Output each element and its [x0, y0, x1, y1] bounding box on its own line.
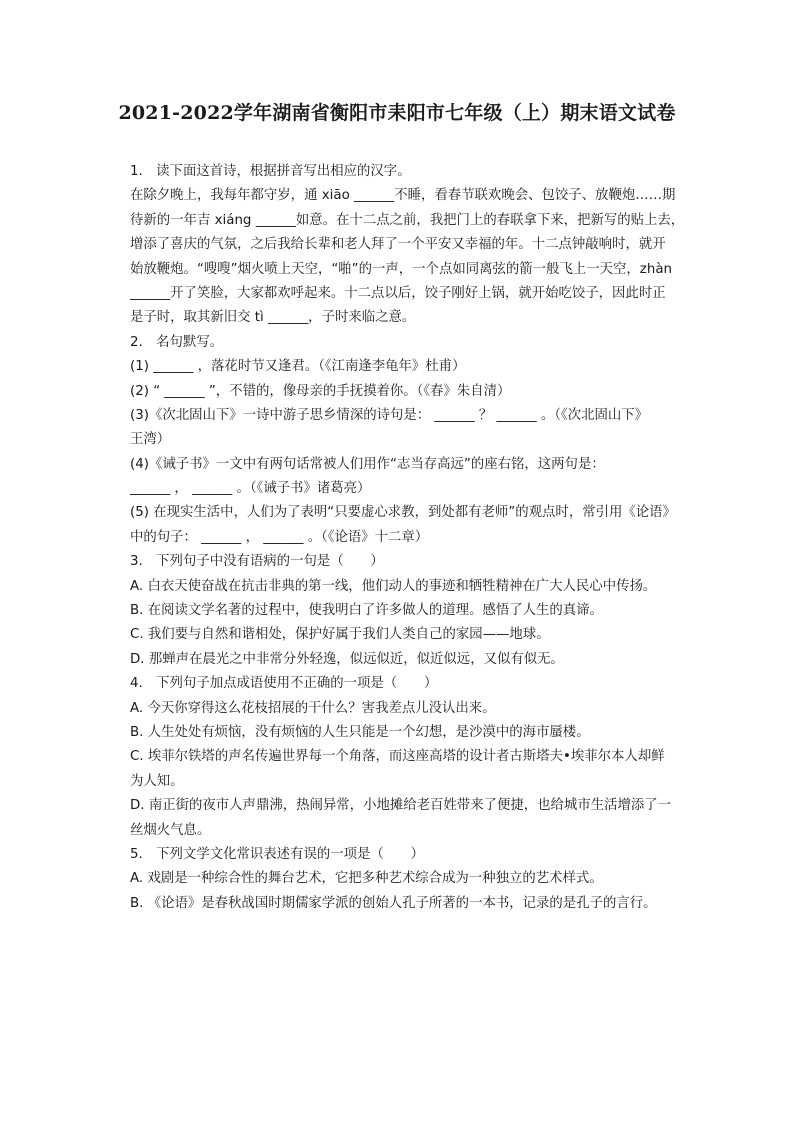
text-line: A. 戏剧是一种综合性的舞台艺术，它把多种艺术综合成为一种独立的艺术样式。 — [130, 871, 603, 887]
text-line: 4. 下列句子加点成语使用不正确的一项是（ ） — [130, 676, 438, 692]
text-line: (5) 在现实生活中，人们为了表明“只要虚心求教，到处都有老师”的观点时，常引用《论语》 — [130, 505, 676, 521]
text-line: C. 埃菲尔铁塔的声名传遍世界每一个角落，而这座高塔的设计者古斯塔夫•埃菲尔本人却鲜 — [130, 749, 665, 765]
text-line: ______ ， ______ 。（《诫子书》诸葛亮） — [130, 481, 371, 497]
text-line: A. 白衣天使奋战在抗击非典的第一线，他们动人的事迹和牺牲精神在广大人民心中传扬。 — [130, 578, 657, 594]
text-line: 待新的一年吉 xiáng ______如意。在十二点之前，我把门上的春联拿下来，把新写的贴上去， — [130, 212, 685, 228]
text-line: 3. 下列句子中没有语病的一句是（ ） — [130, 554, 384, 570]
text-line: 丝烟火气息。 — [130, 822, 211, 838]
text-line: (4)《诫子书》一文中有两句话常被人们用作“志当存高远”的座右铭，这两句是： — [130, 456, 605, 472]
text-line: ______开了笑脸，大家都欢呼起来。十二点以后，饺子刚好上锅，就开始吃饺子，因此时正 — [130, 285, 666, 301]
text-line: C. 我们要与自然和谐相处，保护好属于我们人类自己的家园——地球。 — [130, 627, 550, 643]
text-line: 5. 下列文学文化常识表述有误的一项是（ ） — [130, 846, 424, 862]
text-line: 增添了喜庆的气氛，之后我给长辈和老人拜了一个平安又幸福的年。十二点钟敲响时，就开 — [130, 237, 666, 253]
text-line: (3)《次北固山下》一诗中游子思乡情深的诗句是： ______ ？ ______ 。（《次北固山下》 — [130, 407, 649, 423]
text-line: 2. 名句默写。 — [130, 334, 224, 350]
text-line: (2) “ ______ ”，不错的，像母亲的手抚摸着你。（《春》朱自清） — [130, 383, 511, 399]
text-line: B. 人生处处有烦恼，没有烦恼的人生只能是一个幻想，是沙漠中的海市蜃楼。 — [130, 724, 590, 740]
text-line: 在除夕晚上，我每年都守岁，通 xiāo ______不睡，看春节联欢晚会、包饺子、放鞭炮……期 — [130, 188, 676, 204]
text-line: 始放鞭炮。“嗖嗖”烟火喷上天空，“啪”的一声，一个点如同离弦的箭一般飞上一天空，zhàn — [130, 261, 673, 277]
text-line: B. 在阅读文学名著的过程中，使我明白了许多做人的道理。感悟了人生的真谛。 — [130, 603, 603, 619]
text-line: 为人知。 — [130, 773, 184, 789]
text-line: 王湾） — [130, 432, 171, 448]
text-line: A. 今天你穿得这么花枝招展的干什么？害我差点儿没认出来。 — [130, 700, 496, 716]
exam-content — [130, 160, 695, 916]
text-line: D. 南正街的夜市人声鼎沸，热闹异常，小地摊给老百姓带来了便捷，也给城市生活增添了一 — [130, 798, 672, 814]
text-line: (1) ______ ，落花时节又逢君。（《江南逢李龟年》杜甫） — [130, 359, 466, 375]
page-title: 2021-2022学年湖南省衡阳市耒阳市七年级（上）期末语文试卷 — [118, 102, 676, 124]
text-line: 是子时，取其新旧交 tì ______，子时来临之意。 — [130, 310, 416, 326]
text-line: B. 《论语》是春秋战国时期儒家学派的创始人孔子所著的一本书，记录的是孔子的言行。 — [130, 895, 657, 911]
text-line: 中的句子： ______ ， ______ 。（《论语》十二章） — [130, 529, 429, 545]
text-line: D. 那蝉声在晨光之中非常分外轻逸，似远似近，似近似远，又似有似无。 — [130, 651, 564, 667]
text-line: 1. 读下面这首诗，根据拼音写出相应的汉字。 — [130, 164, 411, 179]
